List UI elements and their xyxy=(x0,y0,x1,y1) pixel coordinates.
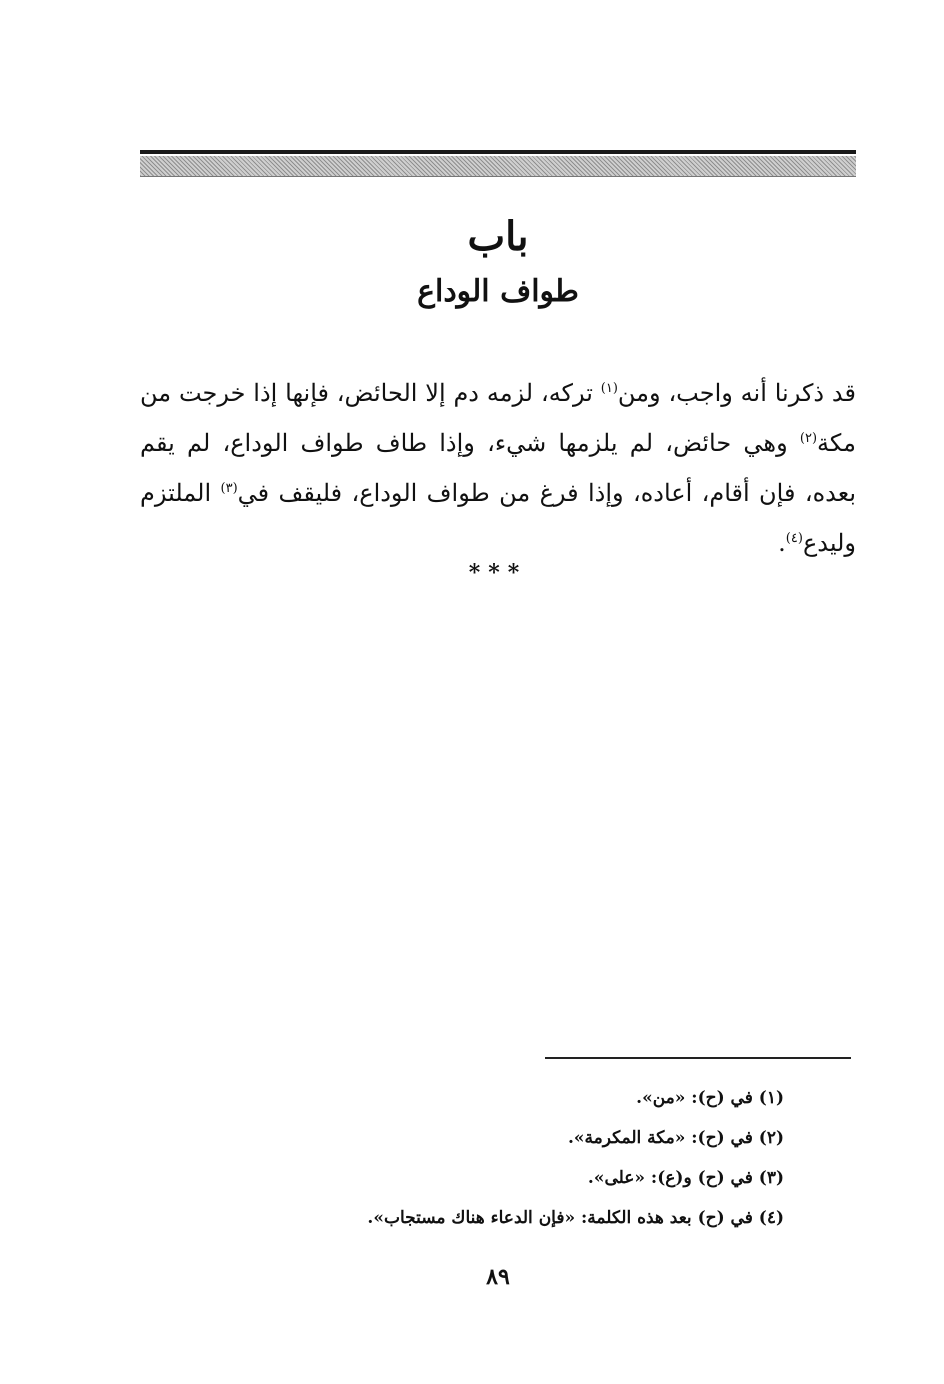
header-rule xyxy=(140,150,856,176)
footnote-divider xyxy=(545,1057,851,1059)
footnote-ref-2: (٢) xyxy=(799,431,818,446)
body-text-segment: . xyxy=(778,529,786,557)
section-separator: *** xyxy=(468,560,528,586)
body-text-segment: قد ذكرنا أنه واجب، ومن xyxy=(617,379,856,407)
header-top-line xyxy=(140,150,856,154)
chapter-heading: باب xyxy=(467,213,529,260)
footnote-item: (١) في (ح): «من». xyxy=(636,1088,784,1108)
chapter-title: طواف الوداع xyxy=(417,274,579,309)
body-text-segment: تركه، لزمه دم إلا الحائض، فإنها إذا خرجت من مكة xyxy=(140,379,856,457)
body-text-segment: الملتزم وليدع xyxy=(140,479,856,557)
footnote-ref-1: (١) xyxy=(600,381,618,396)
page-number: ٨٩ xyxy=(486,1264,510,1290)
footnotes-list xyxy=(164,1078,784,1238)
body-paragraph xyxy=(140,368,856,568)
footnote-ref-3: (٣) xyxy=(220,481,238,496)
footnote-item: (٢) في (ح): «مكة المكرمة». xyxy=(567,1128,784,1148)
footnote-item: (٣) في (ح) و(ع): «على». xyxy=(587,1168,784,1188)
header-hatched-band xyxy=(140,156,856,177)
body-text-segment: وهي حائض، لم يلزمها شيء، وإذا طاف طواف الوداع، لم يقم بعده، فإن أقام، أعاده، وإذا فرغ من طواف الوداع، فليقف في xyxy=(140,429,856,507)
footnote-item: (٤) في (ح) بعد هذه الكلمة: «فإن الدعاء هناك مستجاب». xyxy=(367,1208,784,1228)
footnote-ref-4: (٤) xyxy=(785,531,803,546)
